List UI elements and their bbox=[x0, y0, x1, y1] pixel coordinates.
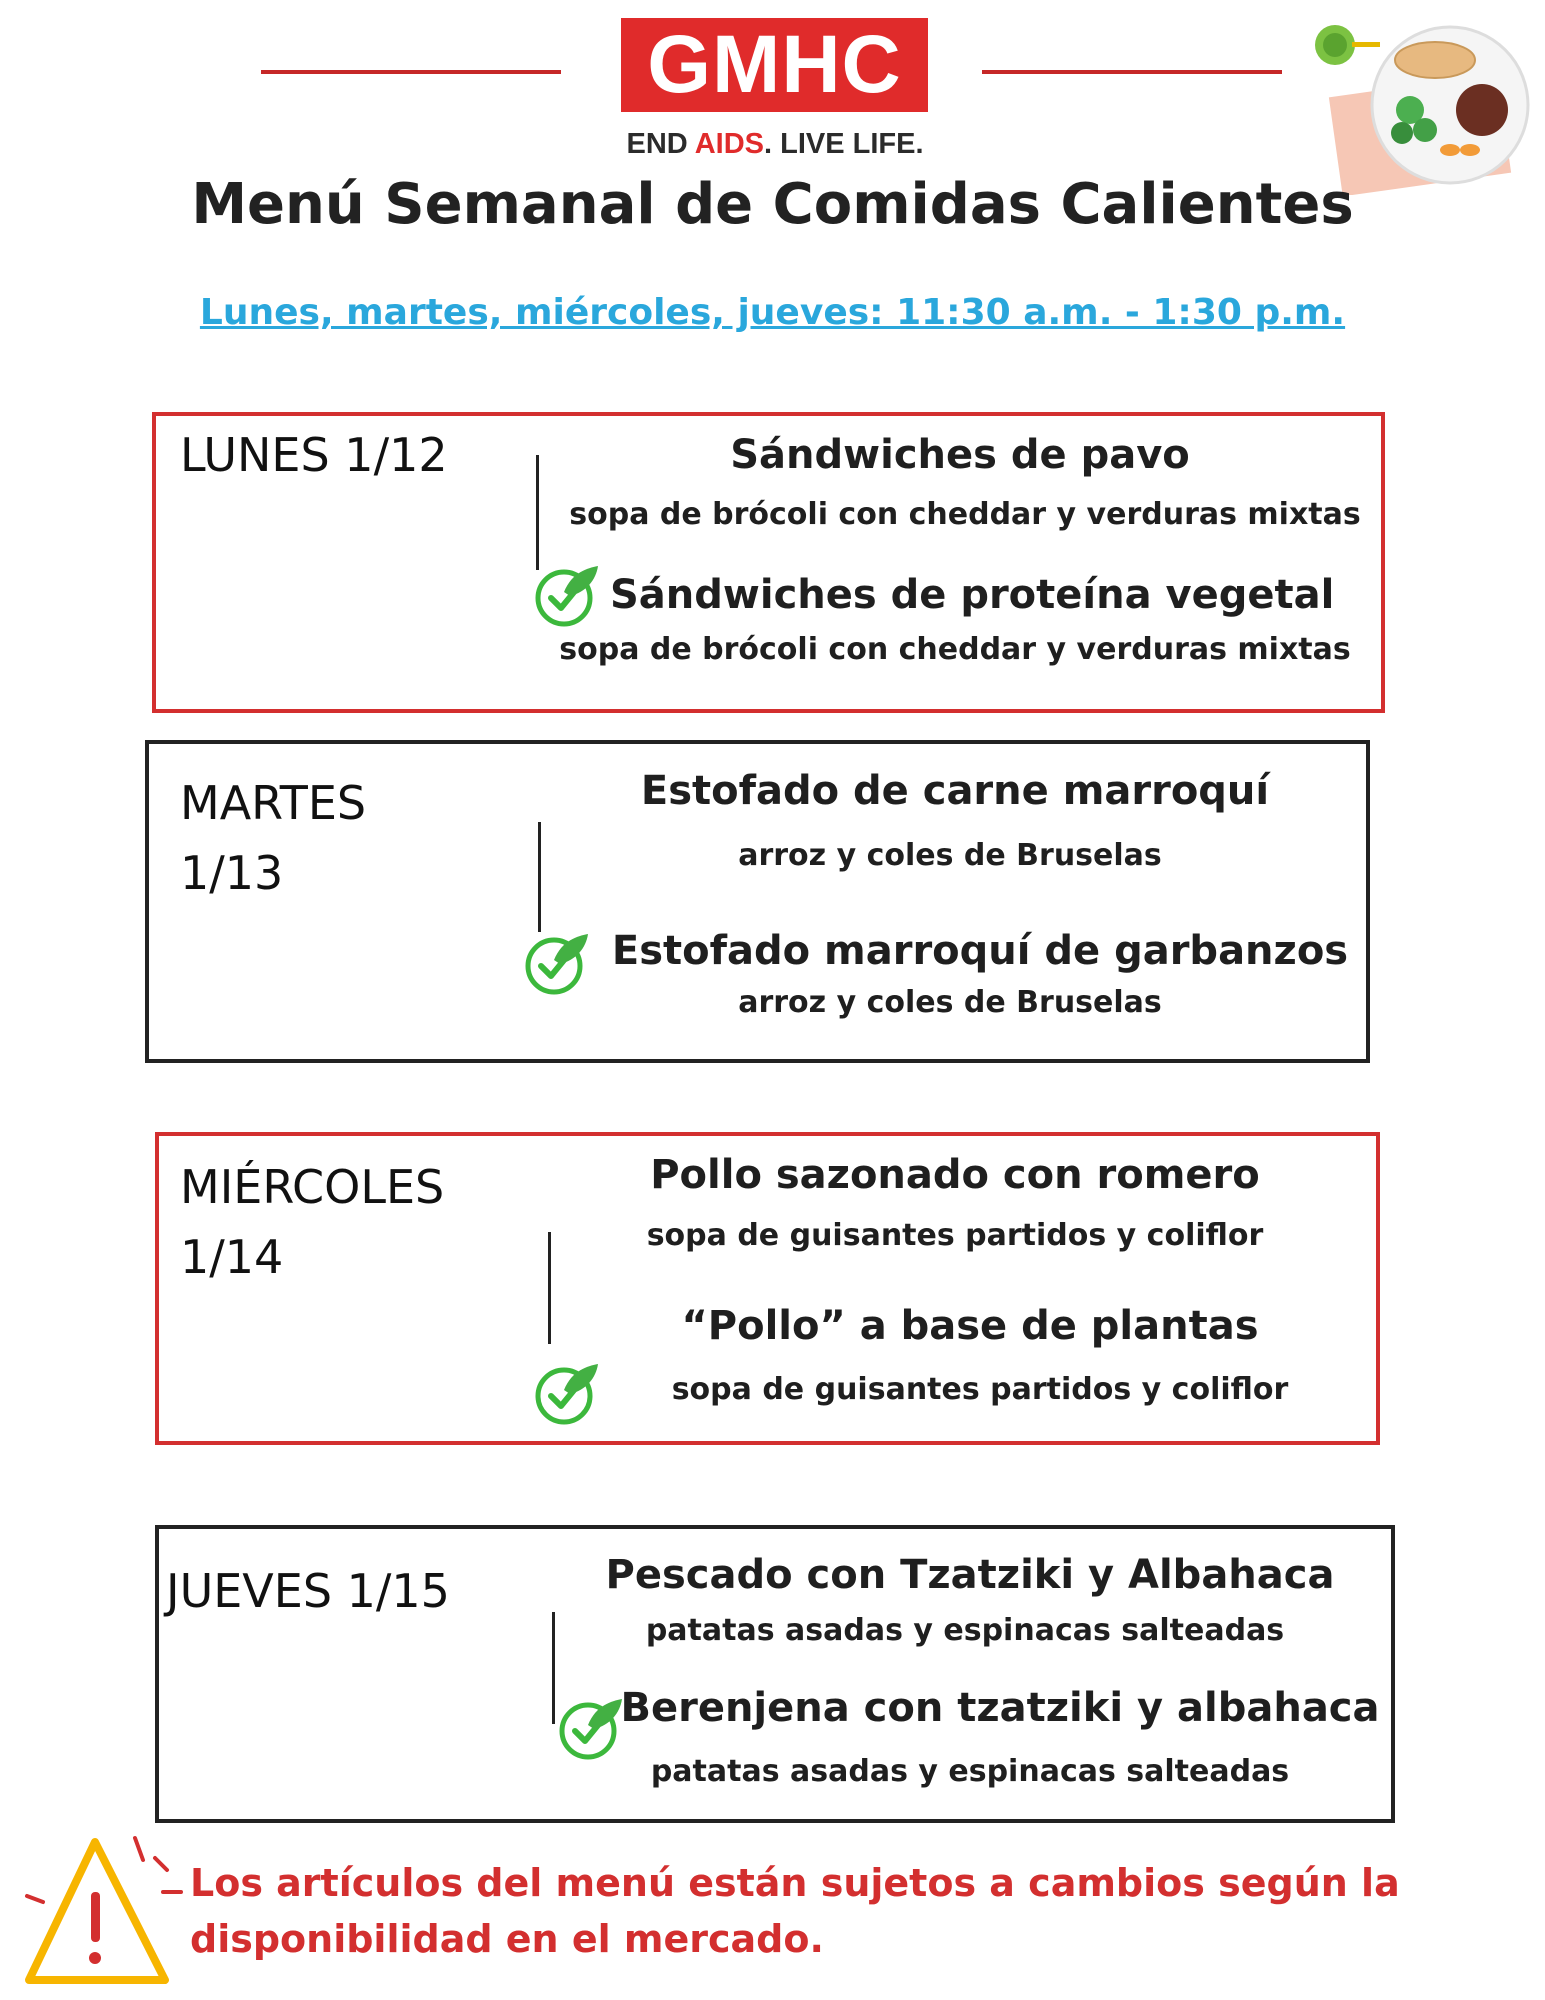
monday-side-1: sopa de brócoli con cheddar y verduras mixtas bbox=[569, 497, 1361, 532]
availability-notice: Los artículos del menú están sujetos a cambios según la disponibilidad en el mercado. bbox=[190, 1861, 1400, 1961]
tuesday-side-2: arroz y coles de Bruselas bbox=[738, 985, 1162, 1020]
thursday-main-2: Berenjena con tzatziki y albahaca bbox=[620, 1685, 1380, 1731]
day-label-wednesday-name: MIÉRCOLES bbox=[180, 1160, 445, 1214]
thursday-side-1: patatas asadas y espinacas salteadas bbox=[645, 1613, 1285, 1648]
tuesday-side-1: arroz y coles de Bruselas bbox=[738, 838, 1162, 873]
logo-tagline: END AIDS. LIVE LIFE. bbox=[626, 128, 924, 160]
monday-side-2: sopa de brócoli con cheddar y verduras mixtas bbox=[559, 632, 1351, 667]
monday-main-2: Sándwiches de proteína vegetal bbox=[610, 572, 1335, 618]
day-label-wednesday-date: 1/14 bbox=[180, 1230, 284, 1284]
service-hours: Lunes, martes, miércoles, jueves: 11:30 a.m. - 1:30 p.m. bbox=[199, 292, 1346, 333]
vegan-check-icon bbox=[558, 1695, 624, 1761]
day-label-tuesday bbox=[180, 768, 366, 908]
day-label-wednesday bbox=[180, 1152, 444, 1292]
day-label-tuesday-name: MARTES bbox=[180, 776, 367, 830]
day-label-tuesday-date: 1/13 bbox=[180, 846, 284, 900]
divider-monday bbox=[536, 455, 539, 570]
tuesday-main-2: Estofado marroquí de garbanzos bbox=[611, 928, 1349, 974]
warning-icon bbox=[15, 1830, 190, 2000]
header-rule-left bbox=[261, 70, 561, 74]
page-title: Menú Semanal de Comidas Calientes bbox=[191, 172, 1354, 237]
monday-main-1: Sándwiches de pavo bbox=[730, 432, 1190, 478]
plate-illustration-icon bbox=[1310, 15, 1535, 195]
thursday-main-1: Pescado con Tzatziki y Albahaca bbox=[605, 1552, 1335, 1598]
day-label-thursday: JUEVES 1/15 bbox=[166, 1564, 450, 1618]
header-rule-right bbox=[982, 70, 1282, 74]
wednesday-side-2: sopa de guisantes partidos y coliflor bbox=[671, 1372, 1289, 1407]
wednesday-main-1: Pollo sazonado con romero bbox=[650, 1152, 1260, 1198]
wednesday-side-1: sopa de guisantes partidos y coliflor bbox=[646, 1218, 1264, 1253]
tuesday-main-1: Estofado de carne marroquí bbox=[640, 768, 1270, 814]
vegan-check-icon bbox=[534, 562, 600, 628]
thursday-side-2: patatas asadas y espinacas salteadas bbox=[650, 1754, 1290, 1789]
day-label-monday: LUNES 1/12 bbox=[180, 428, 448, 482]
gmhc-logo: GMHC bbox=[621, 18, 928, 112]
wednesday-main-2: “Pollo” a base de plantas bbox=[681, 1303, 1259, 1349]
